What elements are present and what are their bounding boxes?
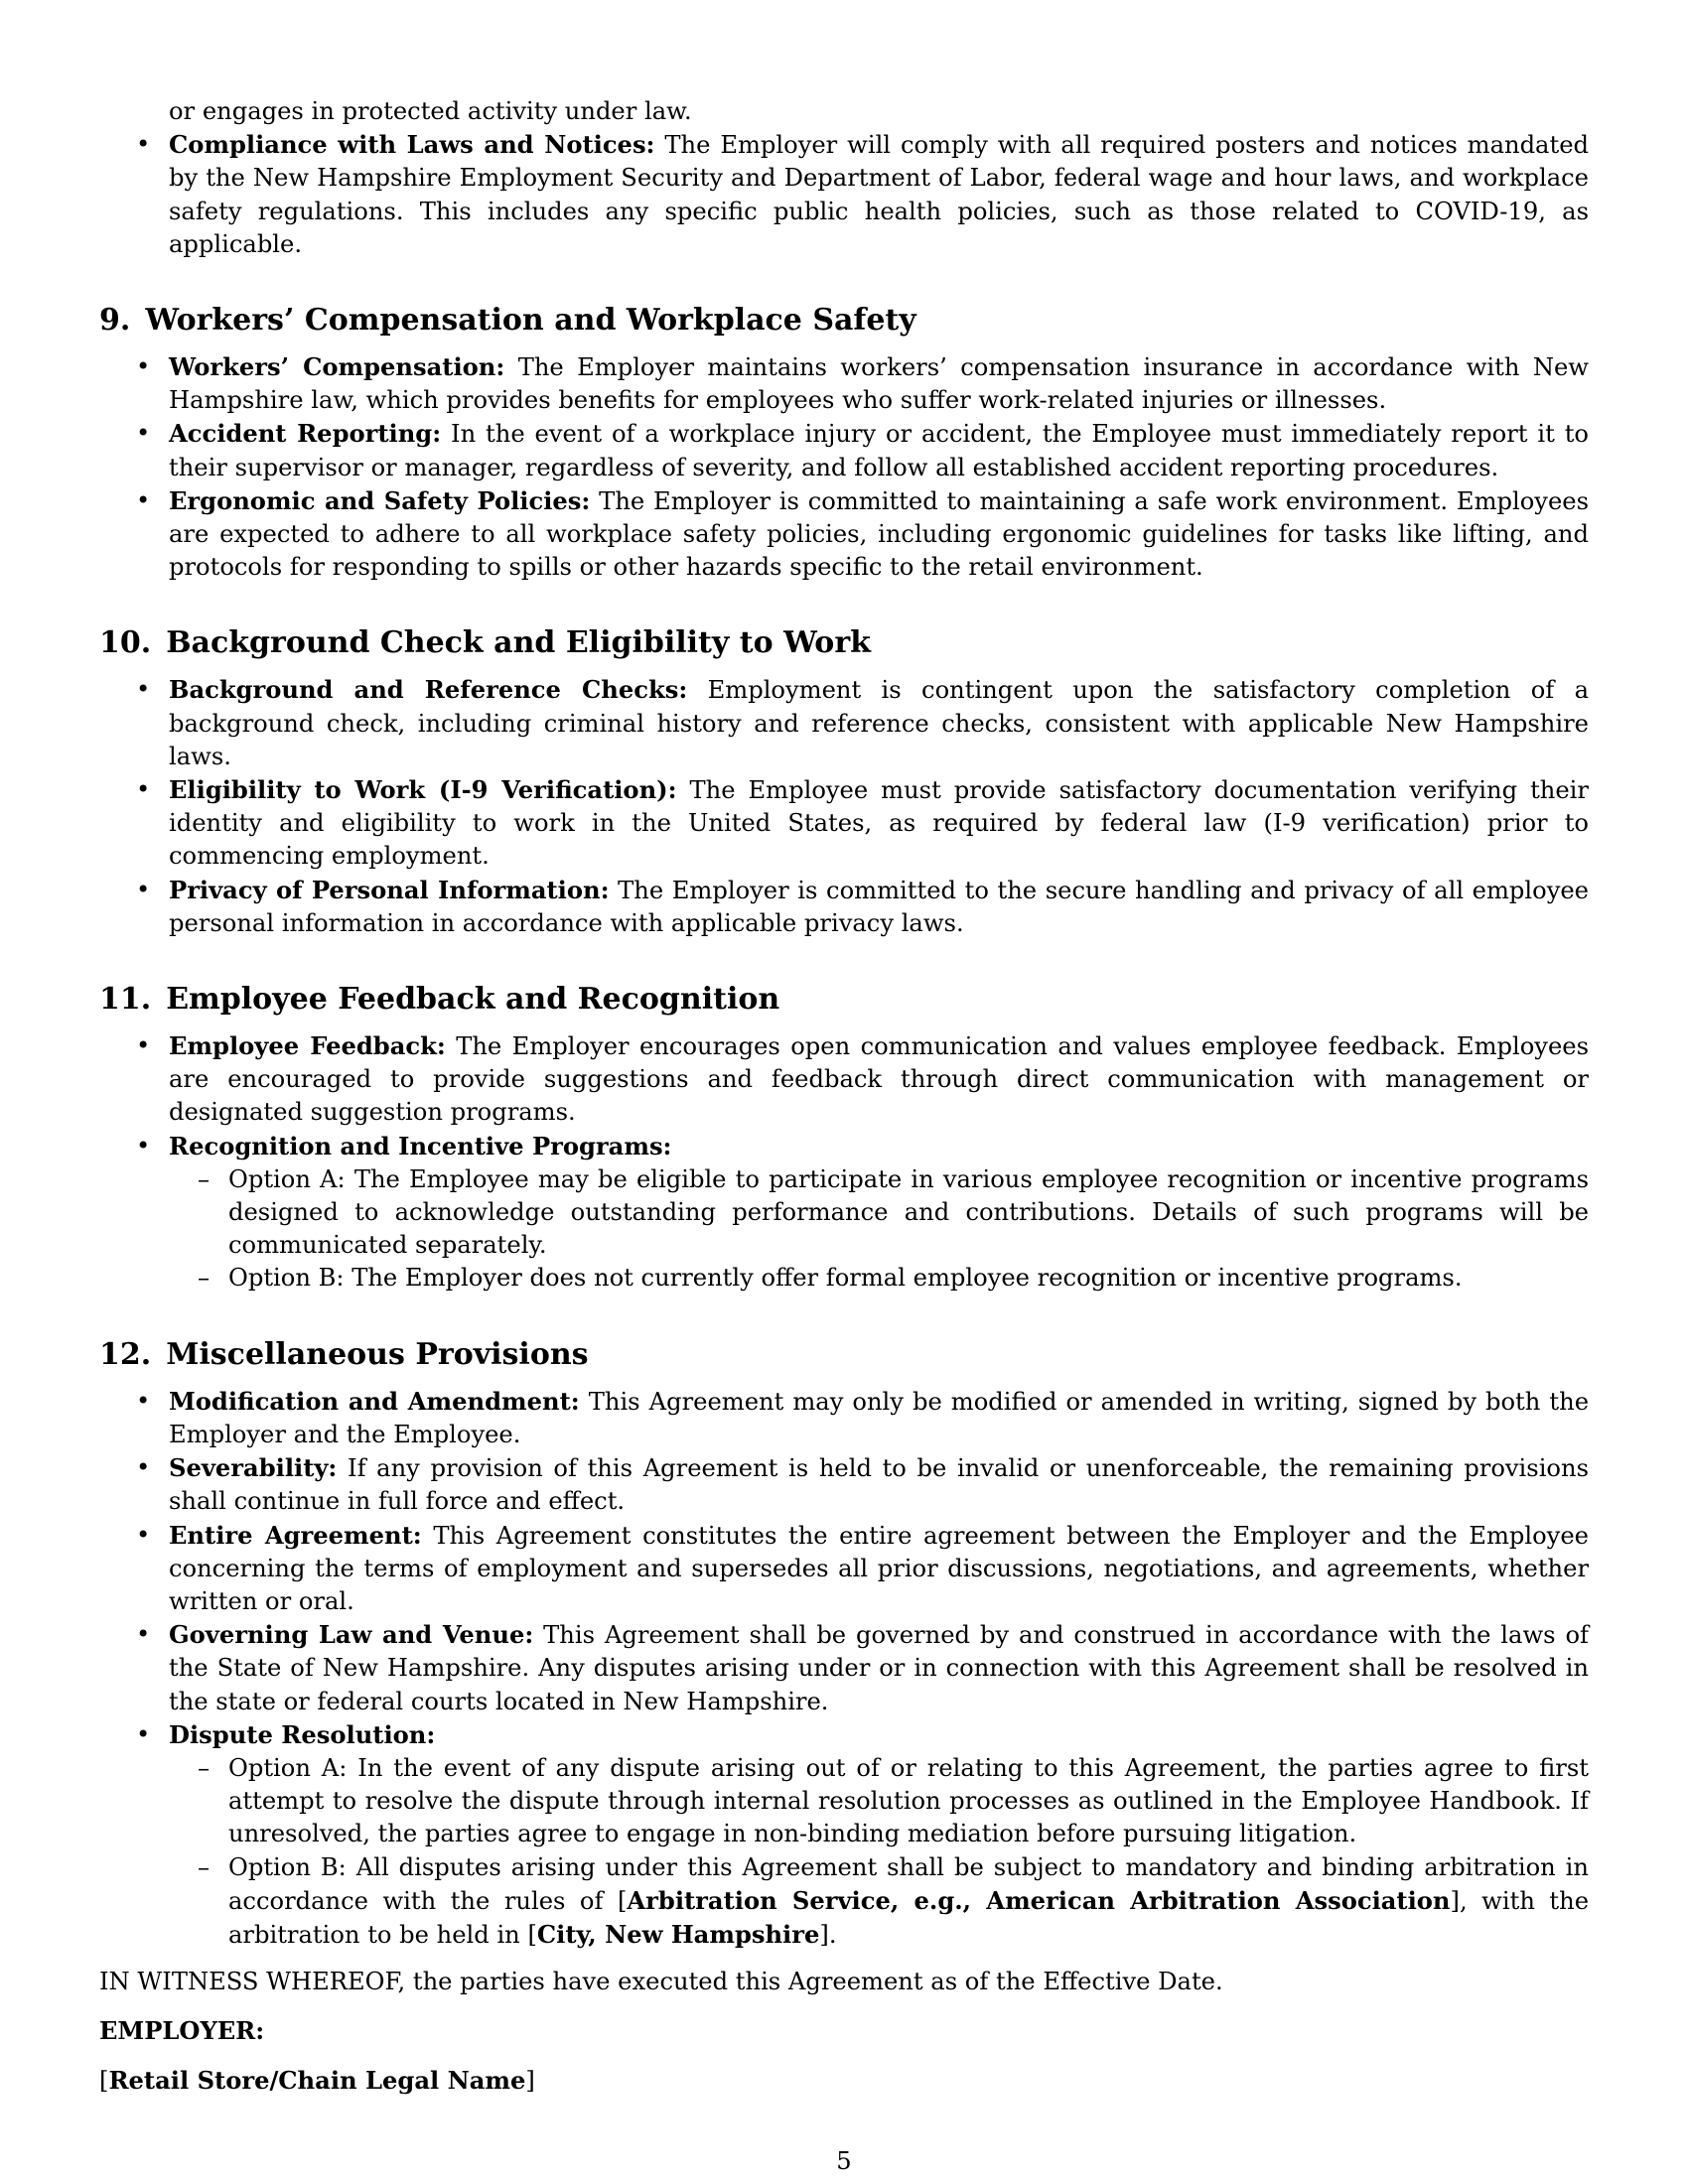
item-text: This Agreement may only be modified or amended in writing, signed by both the Employer and the Employee. [169, 1387, 1590, 1448]
legal-name-text: Retail Store/Chain Legal Name [108, 2065, 526, 2095]
city-placeholder: City, New Hampshire [536, 1919, 820, 1949]
item-text: The Employer is committed to maintaining a safe work environment. Employees are expected to adhere to all workplace safety policies, including ergonomic guidelines for tasks like lifting, and protocols for responding to spills or other hazards specific to the retail environment. [169, 486, 1589, 582]
compliance-list [99, 128, 1589, 261]
list-item [99, 417, 1589, 483]
item-label: Severability: [169, 1453, 338, 1483]
list-item [99, 1130, 1589, 1296]
section-heading: 11. Employee Feedback and Recognition [99, 982, 780, 1018]
item-text: The Employee must provide satisfactory documentation verifying their identity and eligibility to work in the United States, as required by federal law (I-9 verification) prior to commencing employment. [169, 776, 1589, 871]
option-item: – Option A: The Employee may be eligible to participate in various employee recognition or incentive programs designed to acknowledge outstanding performance and contributions. Details of such programs will be communicated separately. [169, 1163, 1589, 1263]
item-text: In the event of a workplace injury or accident, the Employee must immediately report it to their supervisor or manager, regardless of severity, and follow all established accident reporting procedures. [169, 420, 1589, 481]
section-list [99, 1385, 1589, 1952]
section-10 [99, 623, 1589, 940]
section-11 [99, 980, 1589, 1296]
list-item [99, 1029, 1589, 1130]
item-label: Compliance with Laws and Notices: [169, 130, 655, 160]
option-item: – Option B: The Employer does not currently offer formal employee recognition or incentive programs. [169, 1262, 1589, 1295]
item-label: Dispute Resolution: [169, 1719, 436, 1749]
section-12 [99, 1335, 1589, 1952]
item-label: Modification and Amendment: [169, 1386, 580, 1416]
item-label: Eligibility to Work (I-9 Verification): [169, 775, 677, 805]
list-item [99, 773, 1589, 874]
option-item: – Option A: In the event of any dispute arising out of or relating to this Agreement, the parties agree to first attempt to resolve the dispute through internal resolution processes as outlined in the Employee Handbook. If unresolved, the parties agree to engage in non-binding mediation before pursuing litigation. [169, 1752, 1589, 1851]
employer-label: EMPLOYER: [99, 2016, 265, 2046]
item-text: The Employer is committed to the secure handling and privacy of all employee personal information in accordance with applicable privacy laws. [169, 876, 1589, 937]
section-list [99, 350, 1589, 584]
list-item [99, 1618, 1589, 1718]
list-item [99, 350, 1589, 417]
witness-clause: IN WITNESS WHEREOF, the parties have executed this Agreement as of the Effective Date. [99, 1968, 1223, 1996]
list-item [99, 1385, 1589, 1451]
section-heading: 12. Miscellaneous Provisions [99, 1336, 589, 1372]
item-text: This Agreement constitutes the entire agreement between the Employer and the Employee concerning the terms of employment and supersedes all prior discussions, negotiations, and agreements, whether written or oral. [169, 1521, 1589, 1615]
section-list [99, 1029, 1589, 1296]
item-label: Accident Reporting: [169, 419, 442, 449]
item-label: Employee Feedback: [169, 1031, 446, 1061]
list-item [99, 128, 1589, 261]
list-item [99, 874, 1589, 940]
arbitration-service-placeholder: Arbitration Service, e.g., American Arbitration Association [627, 1885, 1451, 1915]
list-item [99, 1451, 1589, 1518]
item-text: The Employer encourages open communication and values employee feedback. Employees are encouraged to provide suggestions and feedback through direct communication with management or designated suggestion programs. [169, 1032, 1589, 1127]
document-page [99, 95, 1589, 2098]
section-list [99, 673, 1589, 940]
option-b-prefix: Option B: All disputes arising under this Agreement shall be subject to mandatory and binding arbitration in accordance with the rules of [ [228, 1852, 1589, 1915]
legal-name-placeholder [99, 2064, 1589, 2098]
item-text: This Agreement shall be governed by and construed in accordance with the laws of the State of New Hampshire. Any disputes arising under or in connection with this Agreement shall be resolved in the state or federal courts located in New Hampshire. [169, 1621, 1589, 1715]
item-label: Recognition and Incentive Programs: [169, 1131, 672, 1160]
item-label: Privacy of Personal Information: [169, 875, 610, 904]
section-heading: 10. Background Check and Eligibility to Work [99, 625, 871, 661]
carryover-text: or engages in protected activity under law. [169, 97, 692, 125]
section-9 [99, 301, 1589, 584]
option-item [169, 1851, 1589, 1953]
item-text: The Employer maintains workers’ compensation insurance in accordance with New Hampshire law, which provides benefits for employees who suffer work-related injuries or illnesses. [169, 353, 1590, 415]
item-label: Workers’ Compensation: [169, 352, 505, 382]
item-text: Employment is contingent upon the satisfactory completion of a background check, including criminal history and reference checks, consistent with applicable New Hampshire laws. [169, 676, 1589, 770]
item-text: The Employer will comply with all required posters and notices mandated by the New Hampshire Employment Security and Department of Labor, federal wage and hour laws, and workplace safety regulations. This includes any specific public health policies, such as those related to COVID-19, as applicable. [169, 131, 1589, 258]
list-item [99, 1519, 1589, 1619]
option-b-suffix: ]. [819, 1920, 837, 1949]
item-label: Entire Agreement: [169, 1520, 422, 1550]
bracket-close: ] [525, 2066, 535, 2095]
item-text: If any provision of this Agreement is held to be invalid or unenforceable, the remaining provisions shall continue in full force and effect. [169, 1454, 1589, 1516]
item-label: Background and Reference Checks: [169, 675, 688, 705]
section-heading: 9. Workers’ Compensation and Workplace Safety [99, 303, 916, 339]
item-label: Ergonomic and Safety Policies: [169, 485, 591, 515]
bracket-open: [ [99, 2066, 109, 2095]
page-number: 5 [836, 2147, 852, 2175]
item-label: Governing Law and Venue: [169, 1620, 534, 1650]
option-list [169, 1163, 1589, 1296]
list-item [99, 484, 1589, 585]
list-item [99, 1718, 1589, 1952]
option-list [169, 1752, 1589, 1952]
option-b-middle: ], with the arbitration to be held in [ [228, 1886, 1590, 1949]
list-item [99, 673, 1589, 773]
